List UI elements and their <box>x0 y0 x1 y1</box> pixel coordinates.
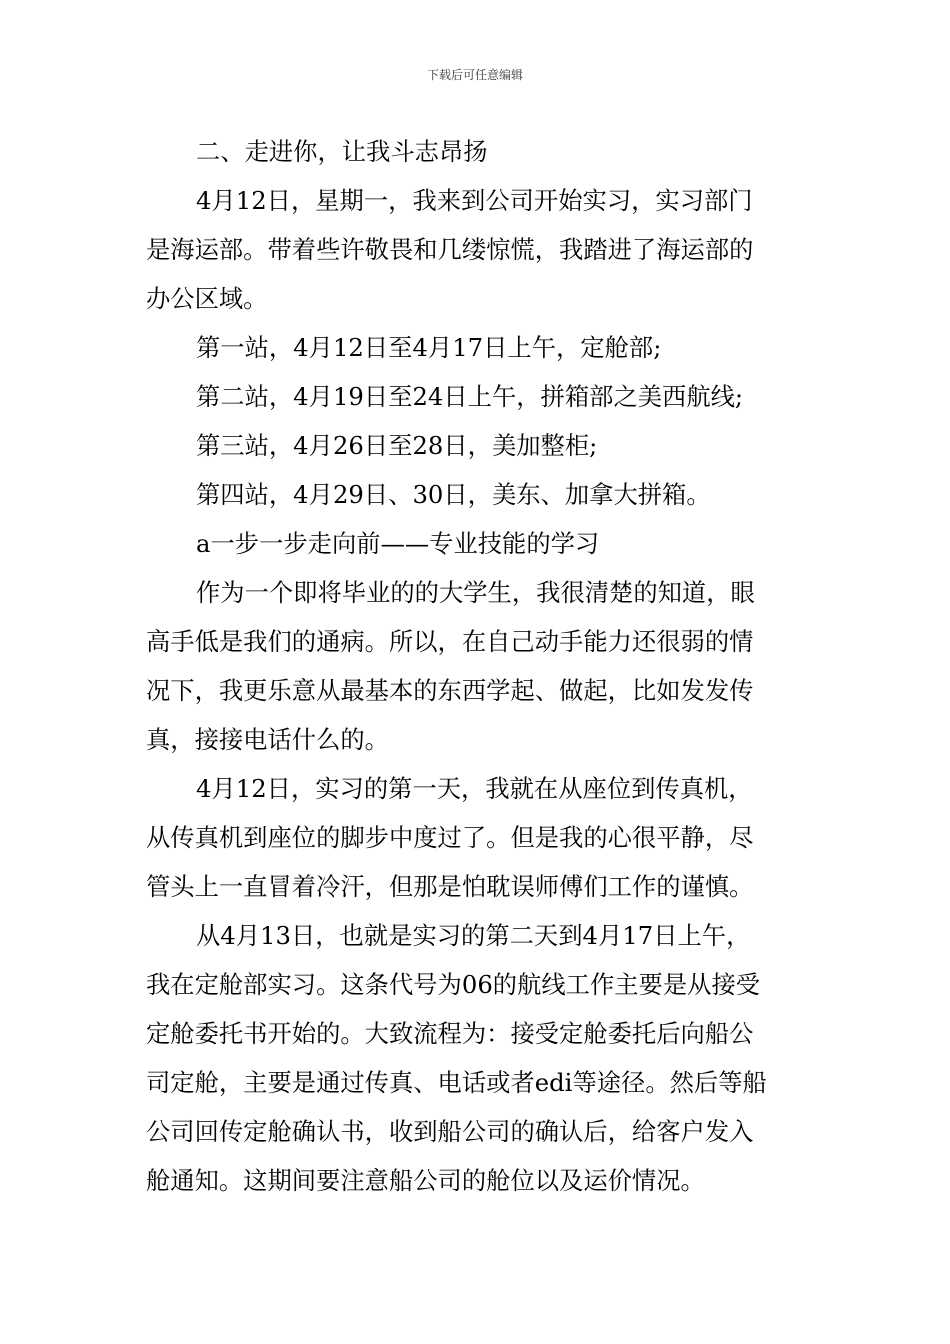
text-line: 真，接接电话什么的。 <box>146 725 389 754</box>
text-line: 作为一个即将毕业的的大学生，我很清楚的知道，眼 <box>196 578 755 607</box>
text-line: 第四站，4月29日、30日，美东、加拿大拼箱。 <box>196 480 711 509</box>
page-header: 下载后可任意编辑 <box>426 68 523 82</box>
body-text <box>146 127 810 1205</box>
text-line: 定舱委托书开始的。大致流程为：接受定舱委托后向船公 <box>146 1019 754 1048</box>
text-line: 公司回传定舱确认书，收到船公司的确认后，给客户发入 <box>146 1117 754 1146</box>
text-line: 我在定舱部实习。这条代号为06的航线工作主要是从接受 <box>146 970 761 999</box>
text-line: 管头上一直冒着冷汗，但那是怕耽误师傅们工作的谨慎。 <box>146 872 754 901</box>
text-line: 高手低是我们的通病。所以，在自己动手能力还很弱的情 <box>146 627 754 656</box>
text-line: 4月12日，实习的第一天，我就在从座位到传真机， <box>196 774 753 803</box>
text-line: 第一站，4月12日至4月17日上午，定舱部; <box>196 333 662 362</box>
text-line: 司定舱，主要是通过传真、电话或者edi等途径。然后等船 <box>146 1068 767 1097</box>
text-line: 从4月13日，也就是实习的第二天到4月17日上午， <box>196 921 751 950</box>
text-line: 从传真机到座位的脚步中度过了。但是我的心很平静，尽 <box>146 823 754 852</box>
text-line: 第二站，4月19日至24日上午，拼箱部之美西航线; <box>196 382 744 411</box>
text-line: 二、走进你，让我斗志昂扬 <box>196 137 488 166</box>
text-line: 是海运部。带着些许敬畏和几缕惊慌，我踏进了海运部的 <box>146 235 754 264</box>
text-line: 第三站，4月26日至28日，美加整柜; <box>196 431 598 460</box>
text-line: 4月12日，星期一，我来到公司开始实习，实习部门 <box>196 186 753 215</box>
text-line: a一步一步走向前——专业技能的学习 <box>196 529 600 558</box>
text-line: 况下，我更乐意从最基本的东西学起、做起，比如发发传 <box>146 676 754 705</box>
text-line: 舱通知。这期间要注意船公司的舱位以及运价情况。 <box>146 1166 705 1195</box>
text-line: 办公区域。 <box>146 284 268 313</box>
